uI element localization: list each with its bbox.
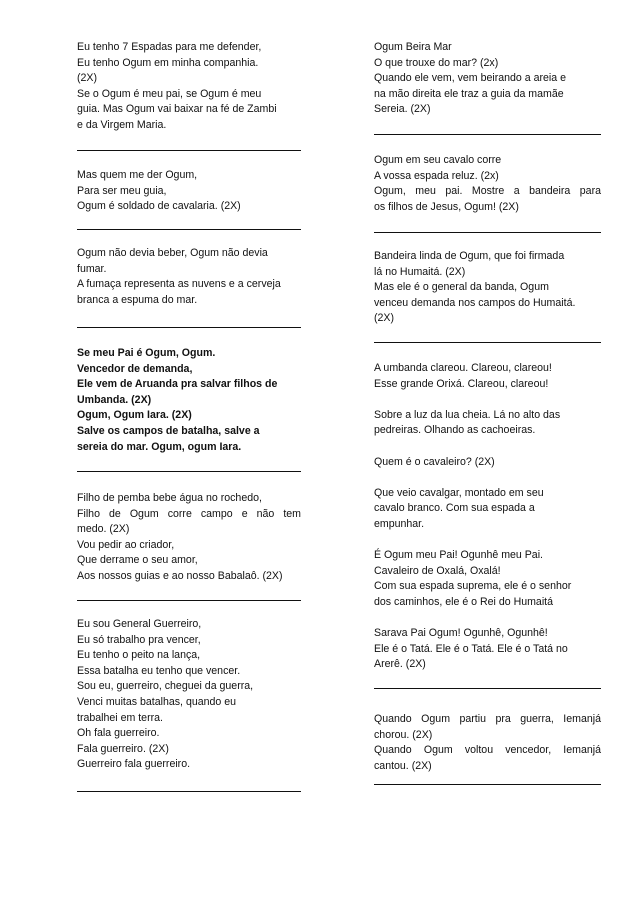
- left-separator-line: [77, 471, 301, 472]
- verse-line: Sarava Pai Ogum! Ogunhê, Ogunhê!: [374, 627, 548, 640]
- left-verse-6: [77, 617, 301, 773]
- verse-line: Venci muitas batalhas, quando eu: [77, 695, 237, 708]
- verse-line: Ogum, meu pai. Mostre a bandeira para: [374, 185, 601, 198]
- verse-line: Quando Ogum partiu pra guerra, Iemanjá: [374, 713, 601, 725]
- verse-line: A vossa espada reluz. (2x): [374, 169, 499, 182]
- verse-line: Quando ele vem, vem beirando a areia e: [374, 72, 566, 85]
- verse-line: Vencedor de demanda,: [77, 362, 193, 375]
- verse-line: Quando Ogum voltou vencedor, Iemanjá: [374, 744, 601, 757]
- verse-line: Se meu Pai é Ogum, Ogum.: [77, 347, 216, 359]
- verse-line: [374, 533, 601, 549]
- right-separator-line: [374, 784, 601, 785]
- verse-line: [374, 611, 601, 627]
- verse-line: dos caminhos, ele é o Rei do Humaitá: [374, 595, 554, 608]
- verse-line: Mas ele é o general da banda, Ogum: [374, 281, 549, 294]
- verse-line: Mas quem me der Ogum,: [77, 169, 198, 181]
- verse-line: Ele é o Tatá. Ele é o Tatá. Ele é o Tatá no: [374, 642, 568, 655]
- left-separator-line: [77, 791, 301, 792]
- right-separator-line: [374, 342, 601, 343]
- verse-line: Oh fala guerreiro.: [77, 727, 160, 740]
- verse-line: Filho de Ogum corre campo e não tem: [77, 507, 301, 520]
- left-verse-1: [77, 40, 301, 134]
- right-separator-line: [374, 134, 601, 135]
- left-verse-4: [77, 346, 301, 455]
- verse-line: Sobre a luz da lua cheia. Lá no alto das: [374, 408, 561, 421]
- verse-line: Filho de pemba bebe água no rochedo,: [77, 492, 262, 504]
- verse-line: Essa batalha eu tenho que vencer.: [77, 664, 241, 677]
- verse-line: Ogum não devia beber, Ogum não devia: [77, 247, 268, 259]
- verse-line: Ogum, Ogum Iara. (2X): [77, 409, 192, 422]
- verse-line: Se o Ogum é meu pai, se Ogum é meu: [77, 87, 262, 100]
- verse-line: Aos nossos guias e ao nosso Babalaô. (2X): [77, 569, 283, 582]
- left-separator-line: [77, 150, 301, 151]
- verse-line: Eu só trabalho pra vencer,: [77, 633, 201, 646]
- verse-line: O que trouxe do mar? (2x): [374, 56, 499, 69]
- verse-line: [374, 439, 601, 455]
- verse-line: Esse grande Orixá. Clareou, clareou!: [374, 377, 549, 390]
- verse-line: branca a espuma do mar.: [77, 293, 198, 306]
- right-verse-2: [374, 153, 601, 215]
- verse-line: na mão direita ele traz a guia da mamãe: [374, 87, 564, 100]
- verse-line: lá no Humaitá. (2X): [374, 265, 466, 278]
- verse-line: venceu demanda nos campos do Humaitá.: [374, 296, 576, 309]
- verse-line: (2X): [77, 72, 98, 85]
- verse-line: Fala guerreiro. (2X): [77, 742, 169, 755]
- verse-line: pedreiras. Olhando as cachoeiras.: [374, 424, 536, 437]
- verse-line: Sereia. (2X): [374, 103, 431, 116]
- verse-line: [374, 470, 601, 486]
- verse-line: sereia do mar. Ogum, ogum Iara.: [77, 440, 242, 453]
- verse-line: A umbanda clareou. Clareou, clareou!: [374, 362, 552, 374]
- left-separator-line: [77, 600, 301, 601]
- left-verse-2: [77, 168, 301, 215]
- right-separator-line: [374, 232, 601, 233]
- verse-line: Vou pedir ao criador,: [77, 538, 175, 551]
- verse-line: empunhar.: [374, 517, 425, 530]
- left-verse-3: [77, 246, 301, 308]
- verse-line: Quem é o cavaleiro? (2X): [374, 455, 495, 468]
- verse-line: guia. Mas Ogum vai baixar na fé de Zambi: [77, 103, 277, 116]
- verse-line: Ogum em seu cavalo corre: [374, 154, 502, 166]
- verse-line: Eu sou General Guerreiro,: [77, 618, 202, 630]
- verse-line: Bandeira linda de Ogum, que foi firmada: [374, 250, 565, 262]
- right-verse-1: [374, 40, 601, 118]
- verse-line: É Ogum meu Pai! Ogunhê meu Pai.: [374, 549, 543, 562]
- verse-line: cavalo branco. Com sua espada a: [374, 502, 535, 515]
- verse-line: Eu tenho o peito na lança,: [77, 649, 201, 662]
- verse-line: Eu tenho Ogum em minha companhia.: [77, 56, 259, 69]
- verse-line: Ogum é soldado de cavalaria. (2X): [77, 200, 241, 213]
- verse-line: os filhos de Jesus, Ogum! (2X): [374, 200, 519, 213]
- verse-line: trabalhei em terra.: [77, 711, 163, 724]
- verse-line: Eu tenho 7 Espadas para me defender,: [77, 41, 262, 53]
- verse-line: fumar.: [77, 262, 107, 275]
- verse-line: Ele vem de Aruanda pra salvar filhos de: [77, 378, 278, 391]
- right-verse-3: [374, 249, 601, 327]
- verse-line: Ogum Beira Mar: [374, 41, 452, 53]
- verse-line: Salve os campos de batalha, salve a: [77, 424, 260, 437]
- verse-line: e da Virgem Maria.: [77, 118, 167, 131]
- verse-line: Que derrame o seu amor,: [77, 554, 198, 567]
- right-verse-5: [374, 712, 601, 774]
- left-verse-5: [77, 491, 301, 585]
- verse-line: Arerê. (2X): [374, 658, 426, 671]
- verse-line: medo. (2X): [77, 523, 130, 536]
- verse-line: Que veio cavalgar, montado em seu: [374, 486, 544, 499]
- right-separator-line: [374, 688, 601, 689]
- verse-line: cantou. (2X): [374, 759, 432, 772]
- verse-line: Sou eu, guerreiro, cheguei da guerra,: [77, 680, 254, 693]
- verse-line: Para ser meu guia,: [77, 184, 167, 197]
- verse-line: A fumaça representa as nuvens e a cerveja: [77, 278, 281, 291]
- verse-line: (2X): [374, 312, 395, 325]
- verse-line: Com sua espada suprema, ele é o senhor: [374, 580, 572, 593]
- verse-line: chorou. (2X): [374, 728, 433, 741]
- verse-line: [374, 392, 601, 408]
- left-separator-line: [77, 229, 301, 230]
- verse-line: Umbanda. (2X): [77, 393, 152, 406]
- verse-line: Cavaleiro de Oxalá, Oxalá!: [374, 564, 501, 577]
- verse-line: Guerreiro fala guerreiro.: [77, 758, 191, 771]
- right-verse-4: [374, 361, 601, 673]
- left-separator-line: [77, 327, 301, 328]
